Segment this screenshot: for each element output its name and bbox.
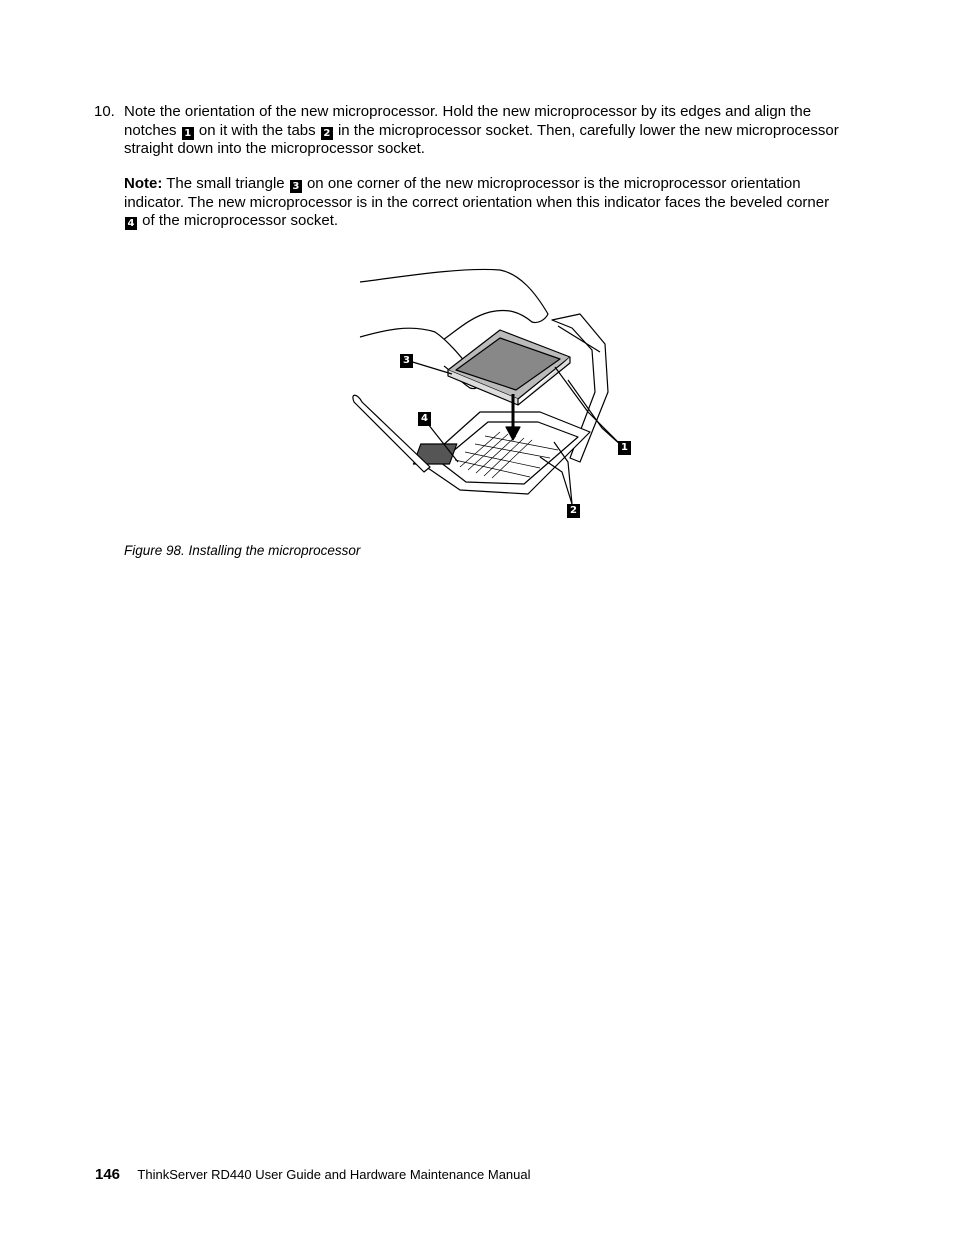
note-paragraph	[124, 175, 844, 231]
note-text-1: The small triangle	[166, 175, 285, 192]
callout-1: 1	[182, 127, 194, 140]
note-text-3: of the microprocessor socket.	[142, 212, 339, 229]
callout-4: 4	[125, 217, 137, 230]
microprocessor-install-illustration	[340, 262, 640, 522]
figure-label-2: 2	[567, 504, 580, 518]
figure-label-3: 3	[400, 354, 413, 368]
callout-3: 3	[290, 180, 302, 193]
manual-title: ThinkServer RD440 User Guide and Hardware Maintenance Manual	[137, 1167, 531, 1182]
step-10	[94, 103, 844, 159]
page-number: 146	[95, 1166, 121, 1183]
step-text-2: on it with the tabs	[198, 121, 316, 139]
page-footer	[95, 1166, 531, 1183]
figure-label-1: 1	[618, 441, 631, 455]
figure-label-4: 4	[418, 412, 431, 426]
callout-2: 2	[321, 127, 333, 140]
step-text-1: Note the orientation of the new microprocessor. Hold the new microprocessor by its edges and align the notches	[124, 103, 812, 139]
illustration-drawing	[340, 262, 640, 522]
note-text-2: on one corner of the new microprocessor is the microprocessor orientation indicator. The new microprocessor is in the correct orientation when this indicator faces the beveled corner	[124, 175, 830, 211]
figure-caption: Figure 98. Installing the microprocessor	[124, 543, 361, 558]
step-number: 10.	[94, 103, 115, 120]
note-label: Note:	[124, 175, 163, 192]
step-text-3: in the microprocessor socket. Then, carefully lower the new microprocessor straight down into the microprocessor socket.	[124, 121, 839, 157]
